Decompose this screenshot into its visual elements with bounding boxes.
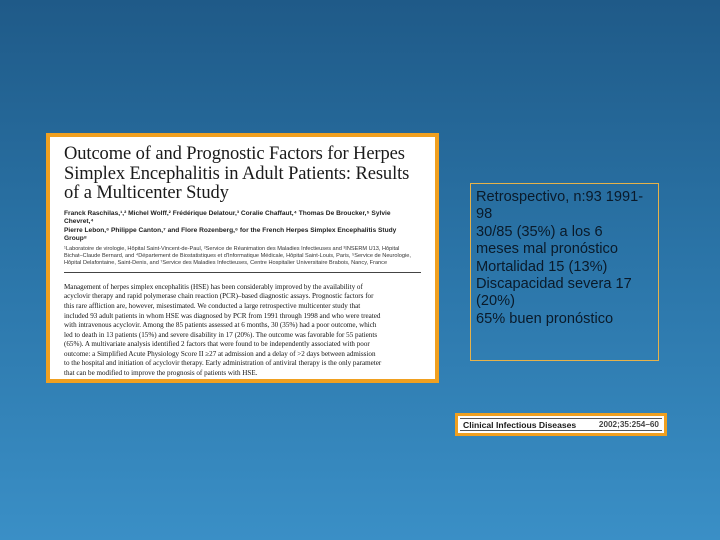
notes-line: (20%) (476, 293, 515, 310)
abstract-line: outcome: a Simplified Acute Physiology Score II ≥27 at admission and a delay of >2 days between admission (64, 349, 376, 358)
paper-affiliation-line: Hôpital Delafontaine, Saint-Denis, and ⁷Service des Maladies Infectieuses, Centre Hospitalier Universitaire Brabois, Nancy, France (64, 260, 388, 267)
abstract-line: included 93 adult patients in whom HSE was diagnosed by PCR from 1991 through 1998 and who were treated (64, 311, 381, 320)
journal-citation (460, 418, 662, 431)
paper-title-line: Simplex Encephalitis in Adult Patients: Results (64, 163, 410, 184)
journal-volume: 2002;35:254–60 (598, 420, 659, 429)
paper-excerpt-image (46, 133, 439, 383)
notes-line: 98 (476, 206, 493, 223)
abstract-line: led to death in 13 patients (15%) and severe disability in 17 (20%). The outcome was favorable for 55 patients (64, 330, 378, 339)
paper-authors-line: Pierre Lebon,⁶ Philippe Canton,⁷ and Flore Rozenberg,⁶ for the French Herpes Simplex Encephalitis Study Group⁸ (64, 226, 397, 242)
notes-line: 65% buen pronóstico (476, 310, 614, 327)
paper-title-line: Outcome of and Prognostic Factors for Herpes (64, 144, 405, 164)
abstract-line: with intravenous acyclovir. Among the 85 patients assessed at 6 months, 30 (35%) had a poor outcome, which (64, 321, 377, 330)
abstract-line: (65%). A multivariate analysis identified 2 factors that were found to be independently associated with poor (64, 340, 370, 349)
abstract-line: to the hospital and initiation of acyclovir therapy. Early administration of antiviral therapy is the only parameter (64, 359, 382, 368)
journal-citation-image (455, 413, 667, 436)
paper-title (64, 145, 421, 204)
abstract-line: acyclovir therapy and rapid polymerase chain reaction (PCR)–based diagnostic assays. Prognostic factors for (64, 292, 374, 301)
paper-title-line: of a Multicenter Study (64, 183, 229, 203)
abstract-line: Management of herpes simplex encephalitis (HSE) has been considerably improved by the availability of (64, 282, 363, 291)
paper-abstract (64, 283, 421, 379)
paper-affiliation-line: ¹Laboratoire de virologie, Hôpital Saint-Vincent-de-Paul, ²Service de Réanimation des Maladies Infectieuses and ³INSERM U13, Hôpital (64, 245, 400, 252)
paper-authors-line: Franck Raschilas,¹,² Michel Wolff,² Frédérique Delatour,³ Coralie Chaffaut,⁴ Thomas De Broucker,⁵ Sylvie Chevret,⁴ (64, 209, 391, 225)
journal-name: Clinical Infectious Diseases (463, 419, 577, 430)
paper-affiliation-line: Bichat–Claude Bernard, and ⁴Département de Biostatistiques et d'Informatique Médicale, Hôpital Saint-Louis, Paris, ⁵Service de Neurologie, (64, 252, 411, 259)
paper-authors (64, 210, 421, 244)
notes-textbox[interactable] (470, 183, 659, 361)
paper-affiliations (64, 246, 421, 273)
notes-line: Discapacidad severa 17 (476, 276, 632, 293)
abstract-line: this rare affliction are, however, misestimated. We conducted a large retrospective multicenter study that (64, 301, 361, 310)
notes-line: Mortalidad 15 (13%) (476, 258, 608, 275)
notes-line: Retrospectivo, n:93 1991- (476, 189, 644, 205)
abstract-line: that can be modified to improve the prognosis of patients with HSE. (64, 369, 258, 378)
notes-line: 30/85 (35%) a los 6 (476, 223, 603, 240)
notes-line: meses mal pronóstico (476, 241, 618, 258)
